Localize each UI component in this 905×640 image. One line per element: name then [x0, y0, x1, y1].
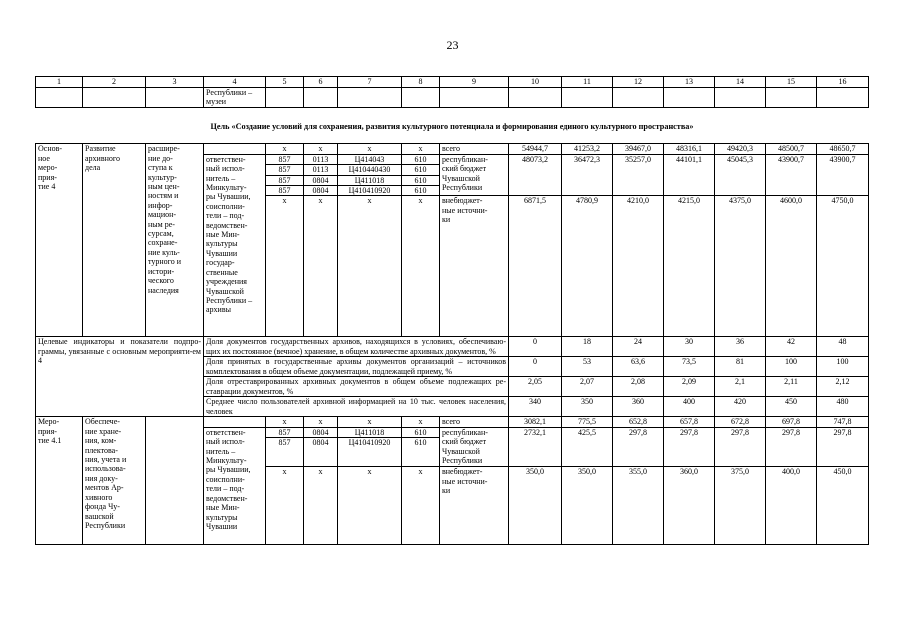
funding-source: всего [440, 144, 509, 154]
event-4-1-executor-blank [204, 417, 266, 427]
indicator-value: 360 [613, 397, 664, 417]
header-col-8: 8 [402, 77, 440, 88]
code-section: х [304, 467, 338, 545]
indicator-value: 2,05 [509, 377, 562, 397]
header-col-7: 7 [338, 77, 402, 88]
code-target: Ц414043 [338, 154, 402, 164]
header-col-3: 3 [146, 77, 204, 88]
code-grbs: 857 [266, 427, 304, 437]
main-event-4-goal-text: расшире- ние до- ступа к культур- ным цен- ностям и инфор- мацион- ным ре- сурсам, сохране- ние куль- турного и истори- ческого наследия [146, 144, 204, 337]
year-value: 657,8 [664, 417, 715, 427]
code-expense: 610 [402, 175, 440, 185]
year-value: 672,8 [715, 417, 766, 427]
indicator-text: Доля документов государственных архивов, находящихся в условиях, обеспечиваю-щих их постоянное (вечное) хранение, в общем количестве архивных документов, % [204, 337, 509, 357]
indicator-value: 53 [562, 357, 613, 377]
header-col-11: 11 [562, 77, 613, 88]
year-value: 355,0 [613, 467, 664, 545]
code-target: Ц411018 [338, 427, 402, 437]
code-target: х [338, 196, 402, 337]
main-event-4-title: Развитие архивного дела [83, 144, 146, 337]
funding-source: внебюджет- ные источни- ки [440, 196, 509, 337]
year-value: 350,0 [509, 467, 562, 545]
event-4-1-title: Обеспече- ние хране- ния, ком- плектова- ния, учета и использова- ния доку- ментов Ар- хивного фонда Чу- вашской Республики [83, 417, 146, 545]
indicator-value: 350 [562, 397, 613, 417]
indicator-value: 36 [715, 337, 766, 357]
code-section: х [304, 417, 338, 427]
code-grbs: 857 [266, 175, 304, 185]
funding-source: республикан- ский бюджет Чувашской Республики [440, 427, 509, 466]
year-value: 652,8 [613, 417, 664, 427]
code-expense: 610 [402, 165, 440, 175]
code-target: х [338, 467, 402, 545]
year-value: 4215,0 [664, 196, 715, 337]
code-section: 0113 [304, 165, 338, 175]
code-grbs: х [266, 417, 304, 427]
indicator-value: 340 [509, 397, 562, 417]
indicator-value: 30 [664, 337, 715, 357]
header-col-4: 4 [204, 77, 266, 88]
code-section: 0804 [304, 175, 338, 185]
code-target: х [338, 144, 402, 154]
event-4-1-goal-text [146, 417, 204, 545]
year-value: 44101,1 [664, 154, 715, 196]
carry-row [36, 88, 869, 108]
indicator-value: 48 [817, 337, 869, 357]
year-value: 54944,7 [509, 144, 562, 154]
header-col-14: 14 [715, 77, 766, 88]
code-expense: 610 [402, 186, 440, 196]
code-target: х [338, 417, 402, 427]
code-expense: х [402, 417, 440, 427]
indicator-value: 100 [766, 357, 817, 377]
indicator-value: 2,12 [817, 377, 869, 397]
code-section: 0113 [304, 154, 338, 164]
year-value: 4600,0 [766, 196, 817, 337]
code-expense: 610 [402, 154, 440, 164]
code-target: Ц410410920 [338, 438, 402, 467]
code-expense: х [402, 196, 440, 337]
header-col-2: 2 [83, 77, 146, 88]
funding-source: республикан- ский бюджет Чувашской Республики [440, 154, 509, 196]
header-row [36, 77, 869, 88]
indicator-text: Доля принятых в государственные архивы документов организаций – источников комплектования в общем объеме документации, подлежащей приему, % [204, 357, 509, 377]
code-section: 0804 [304, 186, 338, 196]
indicators-label: Целевые индикаторы и показатели подпро-граммы, увязанные с основным мероприяти-ем 4 [36, 337, 204, 417]
program-table [35, 76, 869, 545]
event-4-1-row [36, 417, 869, 427]
event-4-1-executor: ответствен- ный испол- нитель – Минкульту- ры Чувашии, соисполни- тели – под- ведомствен- ные Мин- культуры Чувашии [204, 427, 266, 544]
year-value: 4780,9 [562, 196, 613, 337]
year-value: 36472,3 [562, 154, 613, 196]
goal-row [36, 108, 869, 144]
year-value: 297,8 [715, 427, 766, 466]
year-value: 6871,5 [509, 196, 562, 337]
indicator-value: 0 [509, 357, 562, 377]
year-value: 2732,1 [509, 427, 562, 466]
year-value: 48073,2 [509, 154, 562, 196]
code-expense: х [402, 144, 440, 154]
main-event-4-executor-blank [204, 144, 266, 154]
funding-source: внебюджет- ные источни- ки [440, 467, 509, 545]
header-col-16: 16 [817, 77, 869, 88]
year-value: 35257,0 [613, 154, 664, 196]
header-col-6: 6 [304, 77, 338, 88]
goal-heading: Цель «Создание условий для сохранения, развития культурного потенциала и формирования единого культурного пространства» [36, 108, 869, 144]
year-value: 360,0 [664, 467, 715, 545]
code-target: Ц410410920 [338, 186, 402, 196]
year-value: 747,8 [817, 417, 869, 427]
year-value: 297,8 [766, 427, 817, 466]
indicator-value: 42 [766, 337, 817, 357]
year-value: 297,8 [817, 427, 869, 466]
indicator-value: 2,1 [715, 377, 766, 397]
indicator-value: 24 [613, 337, 664, 357]
indicator-value: 100 [817, 357, 869, 377]
year-value: 400,0 [766, 467, 817, 545]
indicator-text: Среднее число пользователей архивной информацией на 10 тыс. человек населения, человек [204, 397, 509, 417]
year-value: 45045,3 [715, 154, 766, 196]
year-value: 375,0 [715, 467, 766, 545]
main-event-4-number: Основ- ное меро- прия- тие 4 [36, 144, 83, 337]
code-grbs: 857 [266, 165, 304, 175]
year-value: 49420,3 [715, 144, 766, 154]
code-grbs: 857 [266, 186, 304, 196]
code-section: 0804 [304, 427, 338, 437]
year-value: 41253,2 [562, 144, 613, 154]
indicator-row [36, 337, 869, 357]
year-value: 43900,7 [766, 154, 817, 196]
indicator-value: 2,11 [766, 377, 817, 397]
carry-cell: Республики – музеи [204, 88, 266, 108]
header-col-5: 5 [266, 77, 304, 88]
year-value: 3082,1 [509, 417, 562, 427]
year-value: 775,5 [562, 417, 613, 427]
year-value: 43900,7 [817, 154, 869, 196]
code-section: х [304, 144, 338, 154]
main-event-4-executor: ответствен- ный испол- нитель – Минкульту- ры Чувашии, соисполни- тели – под- ведомствен- ные Мин- культуры Чувашии государ- ственные учреждения Чувашской Республики – архивы [204, 154, 266, 337]
year-value: 39467,0 [613, 144, 664, 154]
indicator-text: Доля отреставрированных архивных документов в общем объеме подлежащих ре-ставрации документов, % [204, 377, 509, 397]
code-target: Ц410440430 [338, 165, 402, 175]
year-value: 297,8 [664, 427, 715, 466]
year-value: 297,8 [613, 427, 664, 466]
year-value: 697,8 [766, 417, 817, 427]
header-col-13: 13 [664, 77, 715, 88]
year-value: 4375,0 [715, 196, 766, 337]
year-value: 450,0 [817, 467, 869, 545]
event-4-1-number: Меро- прия- тие 4.1 [36, 417, 83, 545]
indicator-value: 18 [562, 337, 613, 357]
indicator-value: 480 [817, 397, 869, 417]
indicator-value: 63,6 [613, 357, 664, 377]
header-col-1: 1 [36, 77, 83, 88]
main-event-4-row [36, 144, 869, 154]
header-col-15: 15 [766, 77, 817, 88]
funding-source: всего [440, 417, 509, 427]
year-value: 4210,0 [613, 196, 664, 337]
code-expense: 610 [402, 438, 440, 467]
indicator-value: 400 [664, 397, 715, 417]
header-col-10: 10 [509, 77, 562, 88]
indicator-value: 81 [715, 357, 766, 377]
indicator-value: 450 [766, 397, 817, 417]
year-value: 425,5 [562, 427, 613, 466]
code-grbs: 857 [266, 438, 304, 467]
code-section: х [304, 196, 338, 337]
year-value: 4750,0 [817, 196, 869, 337]
indicator-value: 2,08 [613, 377, 664, 397]
code-expense: х [402, 467, 440, 545]
code-expense: 610 [402, 427, 440, 437]
indicator-value: 73,5 [664, 357, 715, 377]
year-value: 48500,7 [766, 144, 817, 154]
code-target: Ц411018 [338, 175, 402, 185]
header-col-9: 9 [440, 77, 509, 88]
code-section: 0804 [304, 438, 338, 467]
code-grbs: х [266, 467, 304, 545]
year-value: 48316,1 [664, 144, 715, 154]
code-grbs: х [266, 144, 304, 154]
indicator-value: 420 [715, 397, 766, 417]
page-number: 23 [446, 38, 459, 52]
code-grbs: х [266, 196, 304, 337]
indicator-value: 2,09 [664, 377, 715, 397]
header-col-12: 12 [613, 77, 664, 88]
indicator-value: 2,07 [562, 377, 613, 397]
year-value: 48650,7 [817, 144, 869, 154]
year-value: 350,0 [562, 467, 613, 545]
indicator-value: 0 [509, 337, 562, 357]
code-grbs: 857 [266, 154, 304, 164]
